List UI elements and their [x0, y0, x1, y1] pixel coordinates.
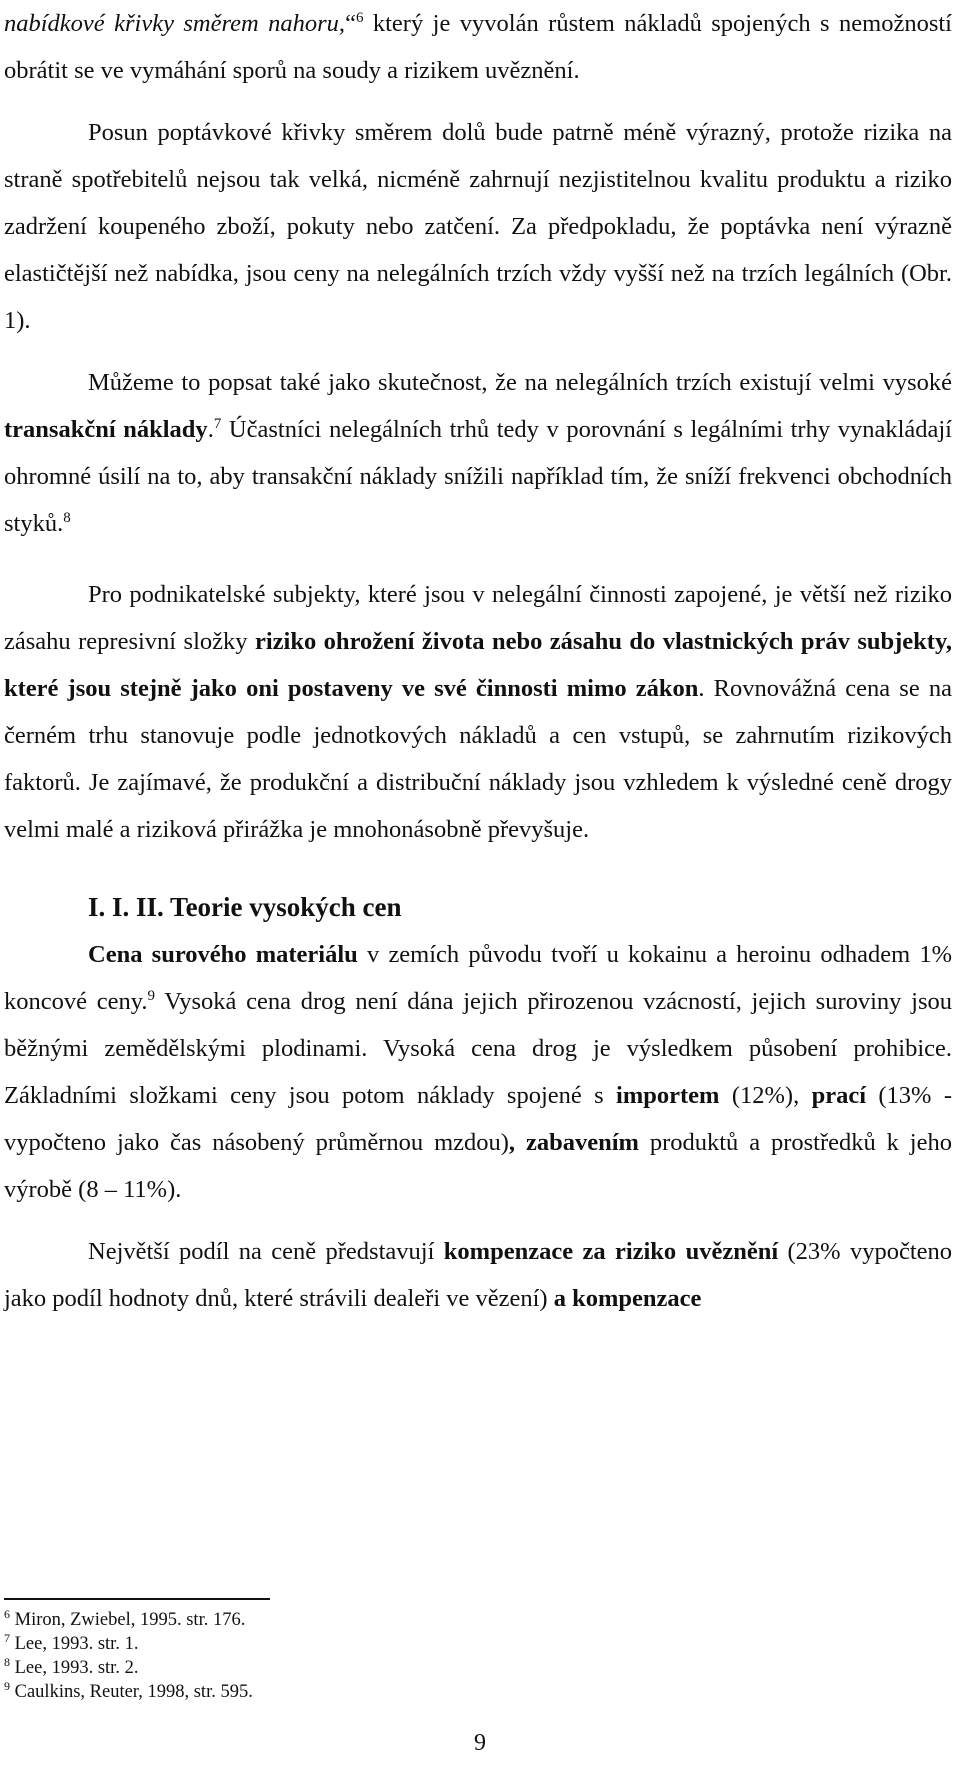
- price-part5: produktů a prostředků k jeho výrobě (8 – 11%).: [4, 1129, 952, 1203]
- price-bold-labor: prací: [811, 1082, 867, 1109]
- price-bold-seizure: , zabavením: [508, 1129, 639, 1156]
- footnote-6: [4, 1608, 253, 1632]
- paragraph-demand: Posun poptávkové křivky směrem dolů bude patrně méně výrazný, protože rizika na straně spotřebitelů nejsou tak velká, nicméně zahrnují nezjistitelnou kvalitu produktu a riziko zadržení koupeného zboží, pokuty nebo zatčení. Za předpokladu, že poptávka není výrazně elastičtější než nabídka, jsou ceny na nelegálních trzích vždy vyšší než na trzích legálních (Obr. 1).: [4, 119, 952, 334]
- price-bold-raw-material: Cena surového materiálu: [88, 941, 358, 968]
- paragraph-price: [4, 931, 952, 1213]
- subjects-part2: . Rovnovážná cena se na černém trhu stanovuje podle jednotkových nákladů a cen vstupů, se zahrnutím rizikových faktorů. Je zajímavé, že produkční a distribuční náklady jsou vzhledem k výsledné ceně drogy velmi malé a riziková přirážka je mnohonásobně převyšuje.: [4, 675, 952, 843]
- transaction-costs-term: transakční náklady: [4, 416, 208, 443]
- transaction-part2: .: [207, 416, 214, 443]
- footnotes: [4, 1608, 253, 1704]
- footnote-9: [4, 1680, 253, 1704]
- footnote-7: [4, 1632, 253, 1656]
- footnote-number: 9: [4, 1678, 10, 1693]
- footnote-ref-8: 8: [63, 509, 71, 526]
- footnote-number: 7: [4, 1630, 10, 1645]
- risk-bold-compensation: kompenzace za riziko uvěznění: [443, 1238, 779, 1265]
- price-part3: (12%),: [719, 1082, 812, 1109]
- footnote-ref-6: 6: [355, 9, 364, 26]
- paragraph-subjects: [4, 571, 952, 853]
- footnote-number: 6: [4, 1606, 10, 1621]
- footnote-text: Miron, Zwiebel, 1995. str. 176.: [10, 1610, 246, 1630]
- footnote-text: Lee, 1993. str. 2.: [10, 1658, 139, 1678]
- section-heading: I. I. II. Teorie vysokých cen: [88, 892, 402, 922]
- subjects-part1: Pro podnikatelské subjekty, které jsou v nelegální činnosti zapojené, je větší než riziko zásahu represivní složky: [4, 581, 952, 655]
- paragraph-transaction: [4, 359, 952, 547]
- transaction-part1: Můžeme to popsat také jako skutečnost, že na nelegálních trzích existují velmi vysoké: [88, 369, 952, 396]
- price-part4: (13% - vypočteno jako čas násobený průměrnou mzdou): [4, 1082, 952, 1156]
- page-number: 9: [474, 1730, 486, 1756]
- risk-part2: (23% vypočteno jako podíl hodnoty dnů, které strávili dealeři ve vězení): [4, 1238, 953, 1312]
- price-part2: Vysoká cena drog není dána jejich přirozenou vzácností, jejich suroviny jsou běžnými zemědělskými plodinami. Vysoká cena drog je výsledkem působení prohibice. Základními složkami ceny jsou potom náklady spojené s: [4, 988, 952, 1109]
- main-text: [4, 0, 952, 1322]
- footnote-divider: [4, 1598, 270, 1600]
- footnote-number: 8: [4, 1654, 10, 1669]
- price-part1: v zemích původu tvoří u kokainu a heroinu odhadem 1% koncové ceny.: [4, 941, 952, 1015]
- italic-lead: nabídkové křivky směrem nahoru,: [4, 10, 346, 37]
- paragraph-top-rest: který je vyvolán růstem nákladů spojených s nemožností obrátit se ve vymáhání sporů na soudy a rizikem uvěznění.: [4, 10, 952, 84]
- footnote-8: [4, 1656, 253, 1680]
- risk-bold-compensation-2: a kompenzace: [553, 1285, 702, 1312]
- subjects-bold-risk: riziko ohrožení života nebo zásahu do vlastnických práv subjekty, které jsou stejně jako oni postaveny ve své činnosti mimo zákon: [4, 628, 952, 702]
- paragraph-top: [4, 0, 952, 94]
- footnote-ref-7: 7: [213, 415, 222, 432]
- quote-close: “: [345, 10, 356, 37]
- footnote-ref-9: 9: [147, 987, 155, 1004]
- footnote-text: Caulkins, Reuter, 1998, str. 595.: [10, 1682, 253, 1702]
- footnote-text: Lee, 1993. str. 1.: [10, 1634, 139, 1654]
- risk-part1: Největší podíl na ceně představují: [88, 1238, 444, 1265]
- paragraph-risk: [4, 1228, 952, 1322]
- transaction-part3: Účastníci nelegálních trhů tedy v porovnání s legálními trhy vynakládají ohromné úsilí na to, aby transakční náklady snížili například tím, že sníží frekvenci obchodních styků.: [4, 416, 952, 537]
- price-bold-import: importem: [616, 1082, 720, 1109]
